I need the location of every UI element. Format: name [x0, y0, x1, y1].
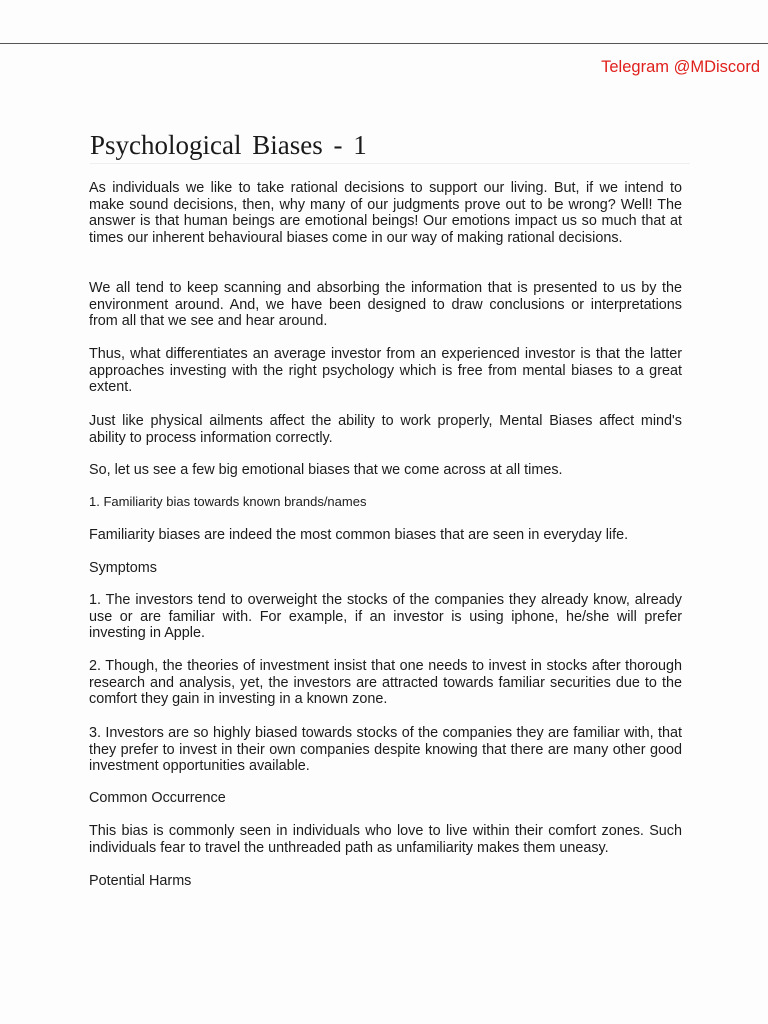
paragraph-biases-intro: So, let us see a few big emotional biases that we come across at all times.	[89, 462, 563, 478]
title-underline	[90, 163, 690, 164]
section-heading-common-occurrence: Common Occurrence	[89, 790, 226, 806]
paragraph-symptom-3: 3. Investors are so highly biased towards stocks of the companies they are familiar with, that they prefer to invest in their own companies despite knowing that there are many other good investment opportunities available.	[89, 725, 682, 775]
page-title: Psychological Biases - 1	[90, 130, 367, 160]
section-heading-familiarity: 1. Familiarity bias towards known brands/names	[89, 494, 367, 509]
paragraph-symptom-2: 2. Though, the theories of investment insist that one needs to invest in stocks after thorough research and analysis, yet, the investors are attracted towards familiar securities due to the comfort they gain in investing in a known zone.	[89, 658, 682, 708]
telegram-watermark: Telegram @MDiscord	[601, 58, 760, 76]
paragraph-intro: As individuals we like to take rational decisions to support our living. But, if we intend to make sound decisions, then, why many of our judgments prove out to be wrong? Well! The answer is that human beings are emotional beings! Our emotions impact us so much that at times our inherent behavioural biases come in our way of making rational decisions.	[89, 180, 682, 246]
paragraph-ailments: Just like physical ailments affect the ability to work properly, Mental Biases affect mind's ability to process information correctly.	[89, 413, 682, 446]
section-heading-potential-harms: Potential Harms	[89, 873, 192, 889]
top-rule	[0, 43, 768, 44]
paragraph-symptom-1: 1. The investors tend to overweight the stocks of the companies they already know, already use or are familiar with. For example, if an investor is using iphone, he/she will prefer investing in Apple.	[89, 592, 682, 642]
paragraph-common-occurrence: This bias is commonly seen in individuals who love to live within their comfort zones. Such individuals fear to travel the unthreaded path as unfamiliarity makes them uneasy.	[89, 823, 682, 856]
paragraph-information: We all tend to keep scanning and absorbing the information that is presented to us by the environment around. And, we have been designed to draw conclusions or interpretations from all that we see and hear around.	[89, 280, 682, 330]
paragraph-familiarity: Familiarity biases are indeed the most common biases that are seen in everyday life.	[89, 527, 629, 543]
paragraph-investor: Thus, what differentiates an average investor from an experienced investor is that the latter approaches investing with the right psychology which is free from mental biases to a great extent.	[89, 346, 682, 396]
section-heading-symptoms: Symptoms	[89, 560, 157, 576]
